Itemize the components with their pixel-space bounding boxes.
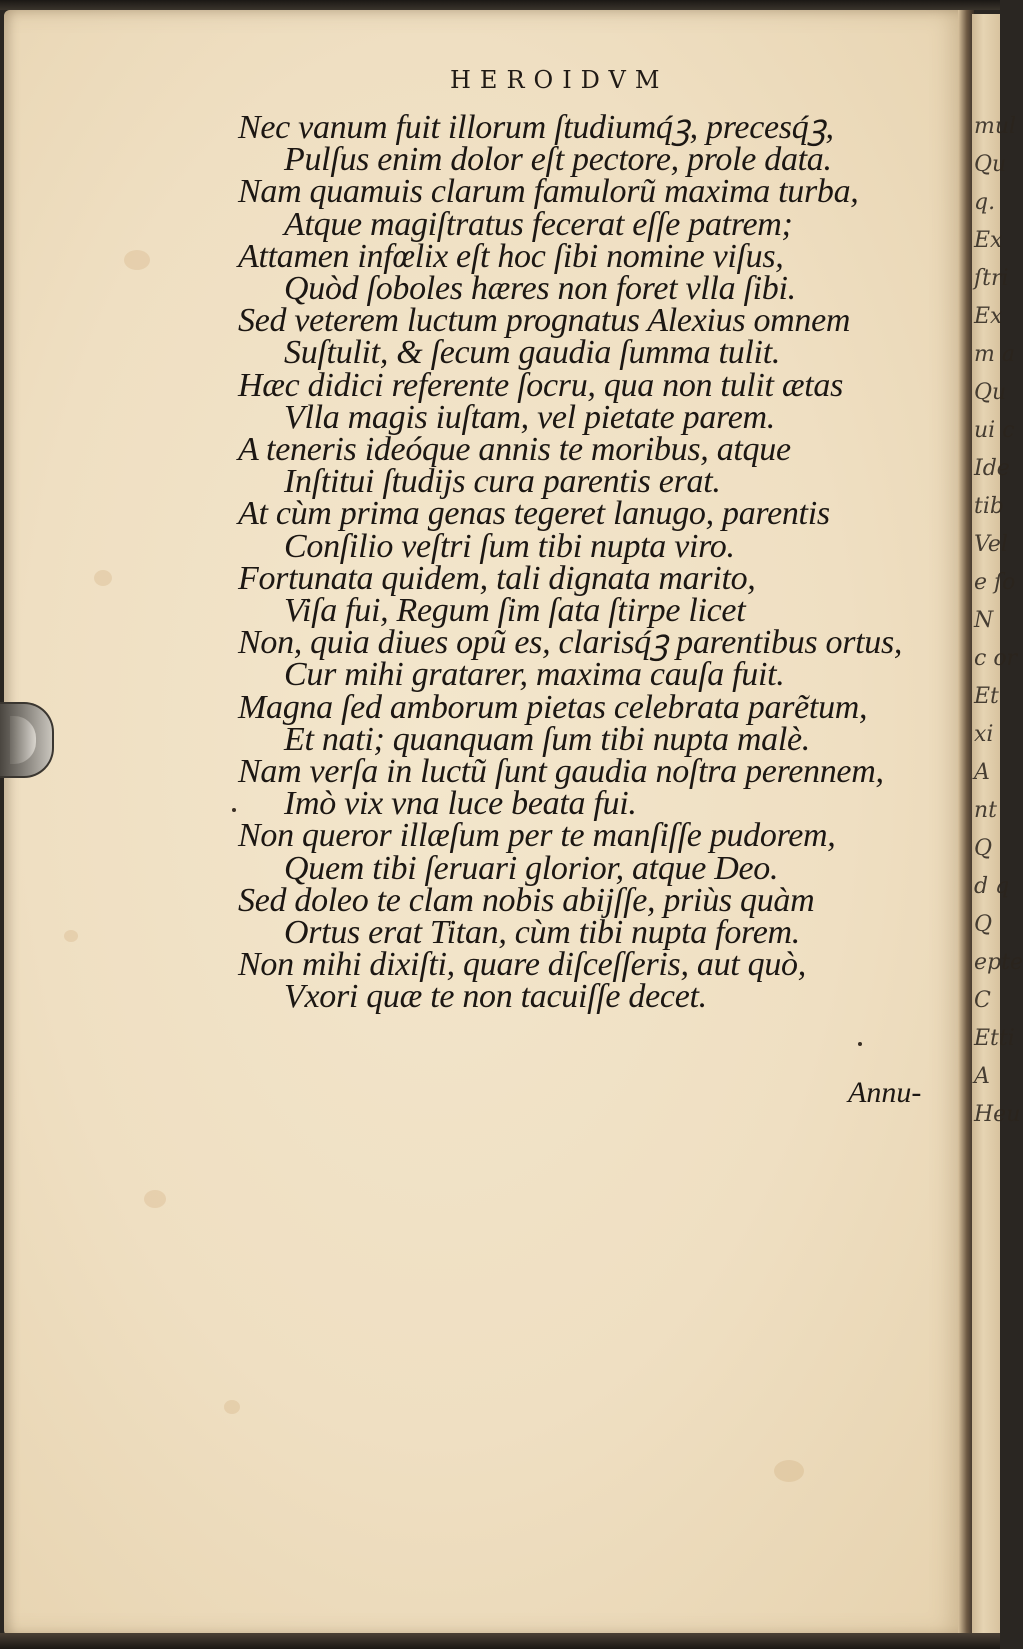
facing-page-fragment: ſtri <box>974 266 1009 291</box>
facing-page-fragment: mul <box>974 114 1017 139</box>
verse-line: Vxori quæ te non tacuiſſe decet. <box>284 978 707 1016</box>
foxing-spot <box>94 570 112 586</box>
verse-line: Vlla magis iuſtam, vel pietate parem. <box>284 398 775 436</box>
facing-page-fragment: Qu <box>974 152 1007 177</box>
verse-line: Suſtulit, & ſecum gaudia ſumma tulit. <box>284 334 781 372</box>
verse-line: Hæc didici referente ſocru, qua non tulit ætas <box>238 366 844 404</box>
verse-line: Imò vix vna luce beata fui. <box>284 785 637 823</box>
facing-page-fragment: N <box>974 608 994 633</box>
verse-line: Quòd ſoboles hæres non foret vlla ſibi. <box>284 270 796 307</box>
facing-page-fragment: m a <box>974 342 1015 367</box>
verse-line: A teneris ideóque annis te moribus, atque <box>238 431 791 468</box>
facing-page-fragment: Ex <box>974 228 1003 253</box>
scanner-edge-bottom <box>0 1633 1000 1649</box>
facing-page-fragment: epte <box>974 950 1023 975</box>
facing-page-fragment: c or <box>974 646 1018 671</box>
ink-speck <box>232 808 236 812</box>
verse-line: Quem tibi ſeruari glorior, atque Deo. <box>284 849 779 887</box>
verse-line: Sed doleo te clam nobis abijſſe, priùs quàm <box>238 881 815 919</box>
ink-speck <box>858 1042 862 1046</box>
facing-page-fragment: q. <box>974 190 996 215</box>
foxing-spot <box>144 1190 166 1208</box>
verse-line: Ortus erat Titan, cùm tibi nupta forem. <box>284 914 800 951</box>
facing-page-fragment: Heu <box>974 1102 1021 1127</box>
foxing-spot <box>224 1400 240 1414</box>
verse-line: Cur mihi gratarer, maxima cauſa fuit. <box>284 656 785 694</box>
facing-page-fragment: d q <box>974 874 1010 899</box>
verse-line: Magna ſed amborum pietas celebrata parẽtum, <box>238 688 868 726</box>
facing-page-fragment: e ſo <box>974 570 1016 595</box>
facing-page-fragment: tib <box>974 494 1004 519</box>
facing-page-fragment: Ide <box>974 456 1010 481</box>
verse-line: Non queror illæſum per te manſiſſe pudorem, <box>238 817 836 855</box>
verse-line: Non mihi dixiſti, quare diſceſſeris, aut quò, <box>238 946 806 984</box>
verse-line: Atque magiſtratus fecerat eſſe patrem; <box>284 205 793 243</box>
facing-page-fragment: nt <box>974 798 998 823</box>
verse-line: Sed veterem luctum prognatus Alexius omnem <box>238 302 851 340</box>
verse-line: Attamen infœlix eſt hoc ſibi nomine viſus, <box>238 237 784 275</box>
running-head: HEROIDVM <box>450 66 669 94</box>
facing-page-edge <box>972 14 1023 1634</box>
verse-line: Fortunata quidem, tali dignata marito, <box>238 559 756 597</box>
verse-line: Et nati; quanquam ſum tibi nupta malè. <box>284 720 810 758</box>
verse-line: Nam quamuis clarum famulorũ maxima turba, <box>238 173 859 211</box>
verse-line: Viſa fui, Regum ſim ſata ſtirpe licet <box>284 592 746 629</box>
facing-page-fragment: xi <box>974 722 994 747</box>
verse-line: Pulſus enim dolor eſt pectore, prole data. <box>284 141 832 179</box>
verse-line: At cùm prima genas tegeret lanugo, parentis <box>238 495 830 533</box>
verse-line: Conſilio veſtri ſum tibi nupta viro. <box>284 527 735 565</box>
facing-page-fragment: Q <box>974 836 993 861</box>
facing-page-fragment: A <box>974 1064 990 1089</box>
facing-page-fragment: Vel <box>974 532 1008 557</box>
foxing-spot <box>774 1460 804 1482</box>
catchword: Annu- <box>848 1076 922 1109</box>
page-clip-tab <box>0 702 54 778</box>
facing-page-fragment: Qu <box>974 380 1007 405</box>
facing-page-fragment: Et <box>974 684 999 709</box>
facing-page-fragment: Q <box>974 912 993 937</box>
foxing-spot <box>124 250 150 270</box>
facing-page-fragment: C <box>974 988 991 1013</box>
verse-line: Nam verſa in luctũ ſunt gaudia noſtra perennem, <box>238 753 884 790</box>
facing-page-fragment: A <box>974 760 990 785</box>
facing-page-fragment: Etti <box>974 1026 1015 1051</box>
facing-page-fragment: ui c <box>974 418 1015 443</box>
facing-page-fragment: Ex <box>974 304 1003 329</box>
verse-line: Inſtitui ſtudijs cura parentis erat. <box>284 463 721 501</box>
scanner-edge-top <box>0 0 1000 10</box>
foxing-spot <box>64 930 78 942</box>
verse-line: Non, quia diues opũ es, clarisq́ꝫ parentibus ortus, <box>238 624 903 662</box>
verse-line: Nec vanum fuit illorum ſtudiumq́ꝫ, precesq́ꝫ, <box>238 109 834 146</box>
